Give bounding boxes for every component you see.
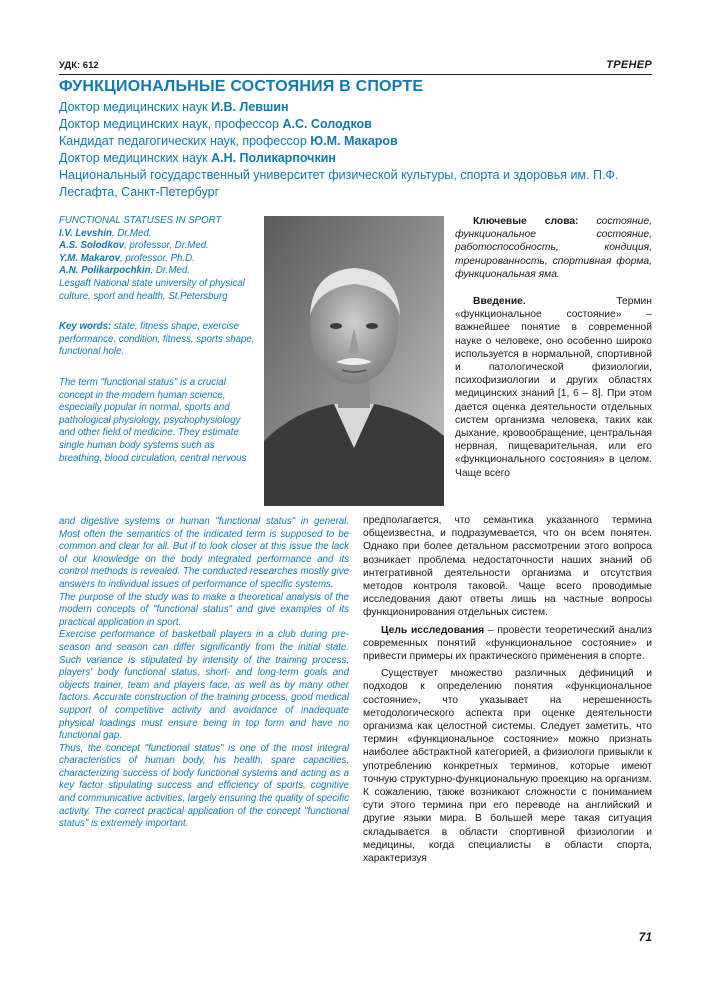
- author-name: А.Н. Поликарпочкин: [211, 151, 336, 165]
- author-role: Доктор медицинских наук: [59, 100, 212, 114]
- author-name: А.С. Солодков: [282, 117, 372, 131]
- english-author-name: Y.M. Makarov: [59, 252, 121, 264]
- author-role: Доктор медицинских наук: [59, 151, 212, 165]
- english-purpose: The purpose of the study was to make a theoretical analysis of the modern concepts of "functional status" and give examples of its practical application in sport.: [59, 591, 349, 628]
- author-line: [59, 99, 289, 116]
- english-author-name: A.N. Polikarpochkin: [59, 265, 151, 277]
- english-author: [59, 265, 257, 278]
- english-author-degree: , Dr.Med.: [111, 227, 152, 239]
- english-exercise: Exercise performance of basketball players in a club during pre-season and season can differ significantly from the initial state. Such variance is stipulated by intensity of the training process, players' body functional status, short- and long-term goals and objects trainer, team and players face, as well as by many other factors. Accurate construction of the training process, good medical support of competitive activity and avoidance of inadequate physical loadings must ensure being in top form and have no functional gap.: [59, 629, 349, 742]
- page-number: 71: [638, 930, 652, 944]
- russian-purpose-text: – провести теоретический анализ современных понятий «функциональное состояние» и привести примеры их практического применения в спорте.: [363, 624, 652, 663]
- english-author: [59, 253, 257, 266]
- russian-wide-column: [363, 514, 652, 865]
- english-author-degree: , professor, Ph.D.: [120, 252, 195, 264]
- portrait-image: [264, 216, 444, 506]
- english-summary-narrow: [59, 215, 257, 465]
- udk-code: УДК: 612: [59, 60, 99, 71]
- author-name: Ю.М. Макаров: [310, 134, 398, 148]
- english-author-name: I.V. Levshin: [59, 227, 112, 239]
- english-author: [59, 228, 257, 241]
- english-keywords-label: Key words:: [59, 321, 112, 333]
- english-affiliation: Lesgaft National state university of physical culture, sport and health, St.Petersburg: [59, 277, 245, 302]
- russian-intro-label: Введение.: [473, 296, 526, 308]
- author-role: Доктор медицинских наук, профессор: [59, 117, 283, 131]
- english-summary-wide: [59, 516, 349, 831]
- author-photo: [264, 216, 444, 506]
- english-title: FUNCTIONAL STATUSES IN SPORT: [59, 215, 222, 226]
- russian-keywords-label: Ключевые слова:: [473, 216, 579, 227]
- russian-intro-start: [455, 295, 652, 480]
- english-author: [59, 240, 257, 253]
- english-author-degree: , professor, Dr.Med.: [124, 240, 209, 252]
- english-conclusion: Thus, the concept "functional status" is one of the most integral characteristics of human body, his health, spare capacities, characterizing success of body functional systems and acting as a key factor stipulating success and efficiency of sports, cognitive and communicative activities, largely ensuring the quality of specific activity. The correct practical application of the concept "functional status" is extremely important.: [59, 742, 349, 830]
- affiliation: Национальный государственный университет физической культуры, спорта и здоровья им. П.Ф. Лесгафта, Санкт-Петербург: [59, 168, 619, 199]
- english-author-degree: , Dr.Med.: [150, 265, 190, 277]
- header-rule: [59, 74, 652, 75]
- author-line: [59, 150, 336, 167]
- author-line: [59, 133, 398, 150]
- russian-purpose-label: Цель исследования: [381, 624, 485, 636]
- russian-intro-text: Термин «функциональное состояние» – важнейшее понятие в современной науке о человеке, оно особенно широко используется в нормальной, спортивной и патологической физиологии, психофизиологии и других областях медицинских знаний [1, 6 – 8]. При этом дается оценка деятельности отдельных систем организма человека, таких как дыхание, кровообращение, центральная нервная, пищеварительная, или его «функционального состояния» в целом. Чаще всего: [455, 296, 652, 479]
- journal-name: ТРЕНЕР: [606, 59, 652, 71]
- russian-intro-cont: предполагается, что семантика указанного термина общеизвестна, и подразумевается, что он всем понятен. Однако при более детальном рассмотрении этого вопроса возникает проблема недостаточности наших знаний об интегративной деятельности организма и отсутствия методов контроля таковой. Чаще всего проводимые исследования дают ответы лишь на частные вопросы функционирования отдельных систем.: [363, 515, 652, 619]
- author-line: [59, 116, 372, 133]
- russian-keywords: [455, 215, 652, 281]
- russian-purpose: [363, 624, 652, 664]
- english-abstract-start: The term "functional status" is a crucial concept in the modern human science, especially popular in normal, sports and pathological physiology, psychophysiology and other field of medicine. They estimate single human body systems such as breathing, blood circulation, central nervous: [59, 376, 247, 464]
- russian-keywords-text: состояние, функциональное состояние, работоспособность, кондиция, тренированность, спортивная форма, функциональная яма.: [455, 216, 652, 280]
- english-keywords-text: state, fitness shape, exercise performance, condition, fitness, sports shape, functional hole.: [59, 321, 255, 358]
- russian-body: Существует множество различных дефиниций и подходов к определению понятия «функциональное состояние», что указывает на нерешенность методологического аспекта при оценке деятельности организма как целостной системы. Следует заметить, что термин «функциональное состояние» можно признать наиболее абстрактной категорией, а физиологи привыкли к употреблению конкретных терминов, которые имеют точную структурно-функциональную проекцию на организм. К сожалению, также возникают сложности с пониманием сути этого термина при его переводе на английский и другие языки мира. В большей мере такая ситуация складывается в области спортивной физиологии и медицины, когда специалисты в области спорта, характеризуя: [363, 668, 652, 865]
- english-abstract-cont: and digestive systems or human "functional status" in general. Most often the semantics of the indicated term is supposed to be common and clear for all. But if to look closer at this issue the lack of our knowledge on the body integrated performance and its control methods is revealed. The conducted researches mostly give answers to individual issues of performance of specific systems.: [59, 516, 349, 590]
- english-author-name: A.S. Solodkov: [59, 240, 125, 252]
- russian-narrow-column: [455, 215, 652, 480]
- english-keywords: [59, 321, 257, 359]
- author-role: Кандидат педагогических наук, профессор: [59, 134, 311, 148]
- article-title: ФУНКЦИОНАЛЬНЫЕ СОСТОЯНИЯ В СПОРТЕ: [59, 78, 424, 95]
- author-name: И.В. Левшин: [211, 100, 289, 114]
